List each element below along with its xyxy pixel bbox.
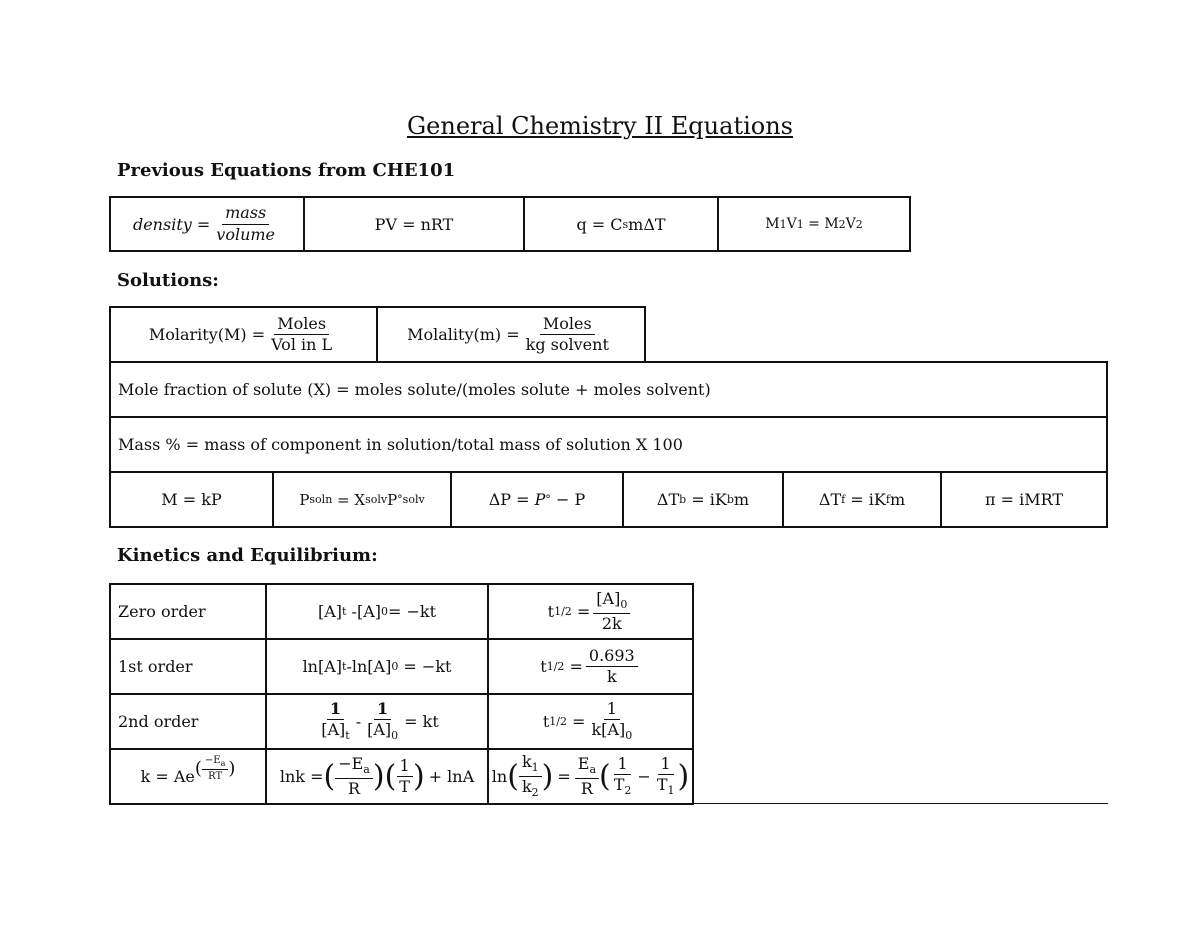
two-point-n1: 1 [614,755,630,775]
lnk-num1: −E [338,753,364,773]
dilution-d: V [845,216,856,232]
two-point-arrhenius-cell: ln ( $\frac{k_1}{k_2}$ ) = $\frac{E_a}{R}$ ( $\frac{1}{T_2}$ − $\frac{1}{T_1}$ ) [487,748,694,805]
second-den1: [A] [321,720,346,740]
table-bottom-rule [692,803,1108,804]
vp-a: ΔP = [488,490,535,509]
half-life-eq: = [564,657,583,676]
heat-prefix: q = C [576,214,623,234]
zero-sub-0: 0 [380,605,388,618]
henry-law-text: M = kP [161,490,222,509]
bp-b: = iK [686,490,727,509]
lnk-num2: 1 [397,757,413,777]
mole-fraction-row [109,361,1108,418]
second-half-den: k[A] [591,720,626,740]
fp-sub1: f [841,493,846,506]
second-fraction-1 [318,700,352,743]
two-point-d2: T [656,775,668,795]
fp-b: = iK [845,490,886,509]
lnk-fraction-1 [335,755,373,798]
raoult-p: P [299,490,310,509]
raoult-law-cell [272,471,452,528]
molarity-lhs: Molarity(M) = [148,325,266,344]
zero-half-num-sub: 0 [620,598,628,612]
arrhenius-cell [109,748,267,805]
half-life-t: t [547,602,555,621]
two-point-t1-fraction [654,755,678,798]
section-heading-solutions: Solutions: [117,270,219,291]
two-point-d1-sub: 2 [624,784,632,798]
half-life-t: t [540,657,547,676]
raoult-sub3: solv [402,493,425,506]
dilution-a: M [765,216,780,232]
heat-sub: s [622,217,629,231]
zero-order-integrated [265,583,489,640]
half-life-sub: 1/2 [549,715,567,728]
dilution-equation [717,196,911,252]
freezing-point-depression-cell [782,471,942,528]
fp-c: m [889,490,906,509]
raoult-sub2: solv [365,493,388,506]
zero-order-half-life [487,583,694,640]
molarity-equation [109,306,378,363]
two-point-eq: = [557,767,571,786]
kinetics-label-first [109,638,267,695]
dilution-sub1: 1 [779,217,787,231]
two-point-t2-fraction [611,755,635,798]
kinetics-label-second [109,693,267,750]
raoult-p2: P [387,490,398,509]
first-c: = −kt [398,657,452,676]
arrhenius-exp-num-sub: a [220,758,226,768]
lnk-a: lnk = [279,767,324,786]
two-point-ln: ln [491,767,508,786]
lnk-den2: T [399,777,410,796]
molarity-numerator: Moles [274,315,329,335]
henry-law-cell [109,471,274,528]
ideal-gas-equation [303,196,525,252]
mole-fraction-text: Mole fraction of solute (X) = moles solute/(moles solute + moles solvent) [118,380,711,399]
raoult-sup: ° [397,493,403,506]
arrhenius-exponent: ( $\frac{-E_a}{RT}$ ) [194,754,236,782]
arrhenius-exp-num: −E [204,754,221,766]
second-order-half-life [487,693,694,750]
vp-c: − P [550,490,586,509]
half-life-sub: 1/2 [546,660,565,673]
second-half-den-sub: 0 [625,729,633,743]
kinetics-label-text: Zero order [118,602,206,621]
lnk-cell: lnk = ( $\frac{-E_a}{R}$ ) ( $\frac{1}{T}$ ) + lnA [265,748,489,805]
two-point-d2-sub: 1 [667,784,675,798]
two-point-r: R [580,778,593,798]
bp-sub1: b [679,493,687,506]
first-half-fraction [586,647,638,687]
page-title: General Chemistry II Equations [407,112,793,140]
dilution-sub3: 2 [838,217,846,231]
two-point-ea: E [577,753,590,773]
zero-half-fraction [593,590,630,633]
mass-percent-text: Mass % = mass of component in solution/total mass of solution X 100 [118,435,683,454]
molarity-fraction [268,315,335,355]
vp-b: P [534,490,546,509]
dilution-c: = M [803,216,839,232]
first-b: -ln[A] [346,657,392,676]
second-minus: - [355,712,362,731]
fp-sub2: f [885,493,890,506]
raoult-sub1: soln [309,493,333,506]
two-point-n2: 1 [658,755,674,775]
vapor-pressure-lowering-cell [450,471,624,528]
two-point-ea-sub: a [589,763,597,777]
density-equation [109,196,305,252]
fp-a: ΔT [818,490,842,509]
molality-denominator: kg solvent [525,335,609,354]
molality-equation [376,306,646,363]
two-point-k-fraction [519,753,542,800]
first-sub-0: 0 [391,660,399,673]
raoult-eq: = X [332,490,366,509]
half-life-eq: = [571,602,591,621]
first-half-den: k [606,667,617,686]
zero-b: -[A] [346,602,381,621]
arrhenius-exp-den: RT [208,770,223,782]
dilution-sub2: 1 [796,217,804,231]
section-heading-previous: Previous Equations from CHE101 [117,160,456,181]
two-point-d1: T [613,775,625,795]
second-den2-sub: 0 [391,729,399,743]
second-den1-sub: t [345,729,350,743]
vp-sup: ° [545,493,551,506]
molarity-denominator: Vol in L [271,335,333,354]
lnk-den1: R [347,778,361,798]
density-numerator: mass [222,204,269,224]
second-order-integrated [265,693,489,750]
mass-percent-row [109,416,1108,473]
lnk-b: + lnA [428,767,475,786]
kinetics-label-text: 1st order [118,657,193,676]
bp-sub2: b [726,493,734,506]
molality-numerator: Moles [540,315,595,335]
half-life-t: t [542,712,550,731]
first-half-num: 0.693 [586,647,638,667]
zero-sub-t: t [342,605,347,618]
molality-lhs: Molality(m) = [407,325,520,344]
heat-suffix: mΔT [628,214,666,234]
section-heading-kinetics: Kinetics and Equilibrium: [117,545,378,566]
first-sub-t: t [342,660,347,673]
two-point-num: k [521,752,532,772]
bp-c: m [733,490,750,509]
two-point-den-sub: 2 [531,786,539,800]
zero-c: = −kt [387,602,437,621]
kinetics-label-text: 2nd order [118,712,199,731]
two-point-den: k [521,777,532,796]
density-denominator: volume [216,224,276,244]
two-point-num-sub: 1 [531,761,539,775]
two-point-ea-fraction [575,755,599,798]
boiling-point-elevation-cell [622,471,784,528]
kinetics-label-zero [109,583,267,640]
lnk-num1-sub: a [363,763,370,777]
density-fraction [213,204,278,244]
first-order-integrated [265,638,489,695]
osmotic-text: π = iMRT [984,490,1064,509]
half-life-sub: 1/2 [554,605,572,618]
second-half-fraction [588,700,635,743]
second-half-num: 1 [604,700,620,720]
second-eq: = kt [404,712,439,731]
second-fraction-2 [364,700,401,743]
zero-a: [A] [317,602,343,621]
bp-a: ΔT [656,490,680,509]
first-a: ln[A] [302,657,343,676]
zero-half-num: [A] [596,588,621,608]
lnk-fraction-2 [396,757,413,797]
half-life-eq: = [566,712,586,731]
ideal-gas-text: PV = nRT [374,214,454,234]
second-num2: 1 [374,700,391,720]
arrhenius-a: k = Ae [140,767,195,786]
osmotic-pressure-cell [940,471,1108,528]
arrhenius-exp-fraction [202,755,228,783]
heat-equation [523,196,719,252]
dilution-sub4: 2 [855,217,863,231]
zero-half-den: 2k [601,613,622,633]
first-order-half-life [487,638,694,695]
two-point-minus: − [637,767,651,786]
molality-fraction [523,315,612,355]
second-num1: 1 [327,700,344,720]
dilution-b: V [786,216,797,232]
density-lhs: density = [132,214,211,234]
second-den2: [A] [367,720,392,740]
